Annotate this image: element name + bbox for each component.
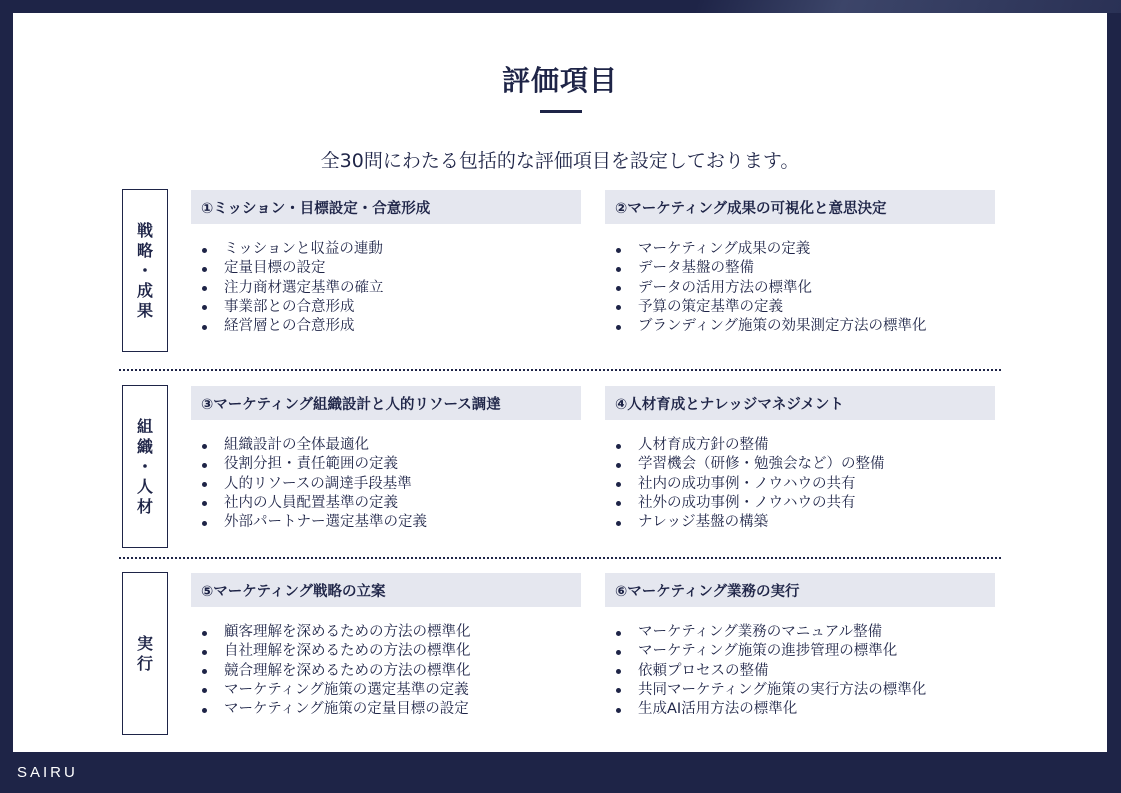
row-label-char: 果: [136, 300, 153, 320]
row-label-char: 組: [136, 416, 153, 436]
row-label-organization: [122, 385, 168, 548]
list-item: マーケティング施策の定量目標の設定: [191, 700, 581, 719]
list-item: データの活用方法の標準化: [605, 279, 995, 298]
page-subtitle: 全30問にわたる包括的な評価項目を設定しております。: [320, 150, 800, 172]
list-item: データ基盤の整備: [605, 259, 995, 278]
list-item: 社外の成功事例・ノウハウの共有: [605, 494, 995, 513]
list-item: 生成AI活用方法の標準化: [605, 700, 995, 719]
row-divider: [119, 369, 1001, 371]
card-heading: ④人材育成とナレッジマネジメント: [605, 386, 995, 420]
list-item: 依頼プロセスの整備: [605, 662, 995, 681]
list-item: 組織設計の全体最適化: [191, 436, 581, 455]
list-item: 事業部との合意形成: [191, 298, 581, 317]
list-item: マーケティング成果の定義: [605, 240, 995, 259]
card-heading: ②マーケティング成果の可視化と意思決定: [605, 190, 995, 224]
row-divider: [119, 557, 1001, 559]
list-item: 役割分担・責任範囲の定義: [191, 455, 581, 474]
list-item: 学習機会（研修・勉強会など）の整備: [605, 455, 995, 474]
list-item: ブランディング施策の効果測定方法の標準化: [605, 317, 995, 336]
page-title: 評価項目: [501, 64, 618, 97]
list-item: 定量目標の設定: [191, 259, 581, 278]
row-label-char: 戦: [136, 220, 153, 240]
list-item: 予算の策定基準の定義: [605, 298, 995, 317]
card-item-list: [605, 240, 995, 336]
list-item: 社内の成功事例・ノウハウの共有: [605, 475, 995, 494]
card-item-list: [191, 623, 581, 719]
row-label-strategy: [122, 189, 168, 352]
row-label-char: 略: [136, 240, 153, 260]
row-label-char: 材: [136, 496, 153, 516]
list-item: ミッションと収益の連動: [191, 240, 581, 259]
list-item: 競合理解を深めるための方法の標準化: [191, 662, 581, 681]
card-item-list: [605, 436, 995, 532]
row-label-char: 成: [136, 280, 153, 300]
card-4: [605, 386, 995, 532]
list-item: マーケティング施策の進捗管理の標準化: [605, 642, 995, 661]
list-item: 注力商材選定基準の確立: [191, 279, 581, 298]
card-heading: ⑥マーケティング業務の実行: [605, 573, 995, 607]
list-item: ナレッジ基盤の構築: [605, 513, 995, 532]
title-underline: [540, 110, 582, 113]
row-label-char: 行: [136, 653, 153, 673]
card-item-list: [191, 240, 581, 336]
card-2: [605, 190, 995, 336]
row-label-char: 実: [136, 633, 153, 653]
top-accent-band: [0, 0, 1121, 13]
list-item: 顧客理解を深めるための方法の標準化: [191, 623, 581, 642]
card-1: [191, 190, 581, 336]
brand-logo: SAIRU: [17, 764, 78, 781]
list-item: マーケティング業務のマニュアル整備: [605, 623, 995, 642]
list-item: マーケティング施策の選定基準の定義: [191, 681, 581, 700]
card-heading: ⑤マーケティング戦略の立案: [191, 573, 581, 607]
row-label-execution: [122, 572, 168, 735]
row-label-char: ・: [136, 456, 153, 476]
list-item: 自社理解を深めるための方法の標準化: [191, 642, 581, 661]
card-6: [605, 573, 995, 719]
row-label-char: ・: [136, 260, 153, 280]
list-item: 共同マーケティング施策の実行方法の標準化: [605, 681, 995, 700]
list-item: 外部パートナー選定基準の定義: [191, 513, 581, 532]
list-item: 人材育成方針の整備: [605, 436, 995, 455]
card-3: [191, 386, 581, 532]
list-item: 社内の人員配置基準の定義: [191, 494, 581, 513]
row-label-char: 織: [136, 436, 153, 456]
card-item-list: [605, 623, 995, 719]
card-item-list: [191, 436, 581, 532]
card-heading: ③マーケティング組織設計と人的リソース調達: [191, 386, 581, 420]
slide-panel: [13, 13, 1107, 752]
list-item: 人的リソースの調達手段基準: [191, 475, 581, 494]
card-5: [191, 573, 581, 719]
row-label-char: 人: [136, 476, 153, 496]
card-heading: ①ミッション・目標設定・合意形成: [191, 190, 581, 224]
list-item: 経営層との合意形成: [191, 317, 581, 336]
